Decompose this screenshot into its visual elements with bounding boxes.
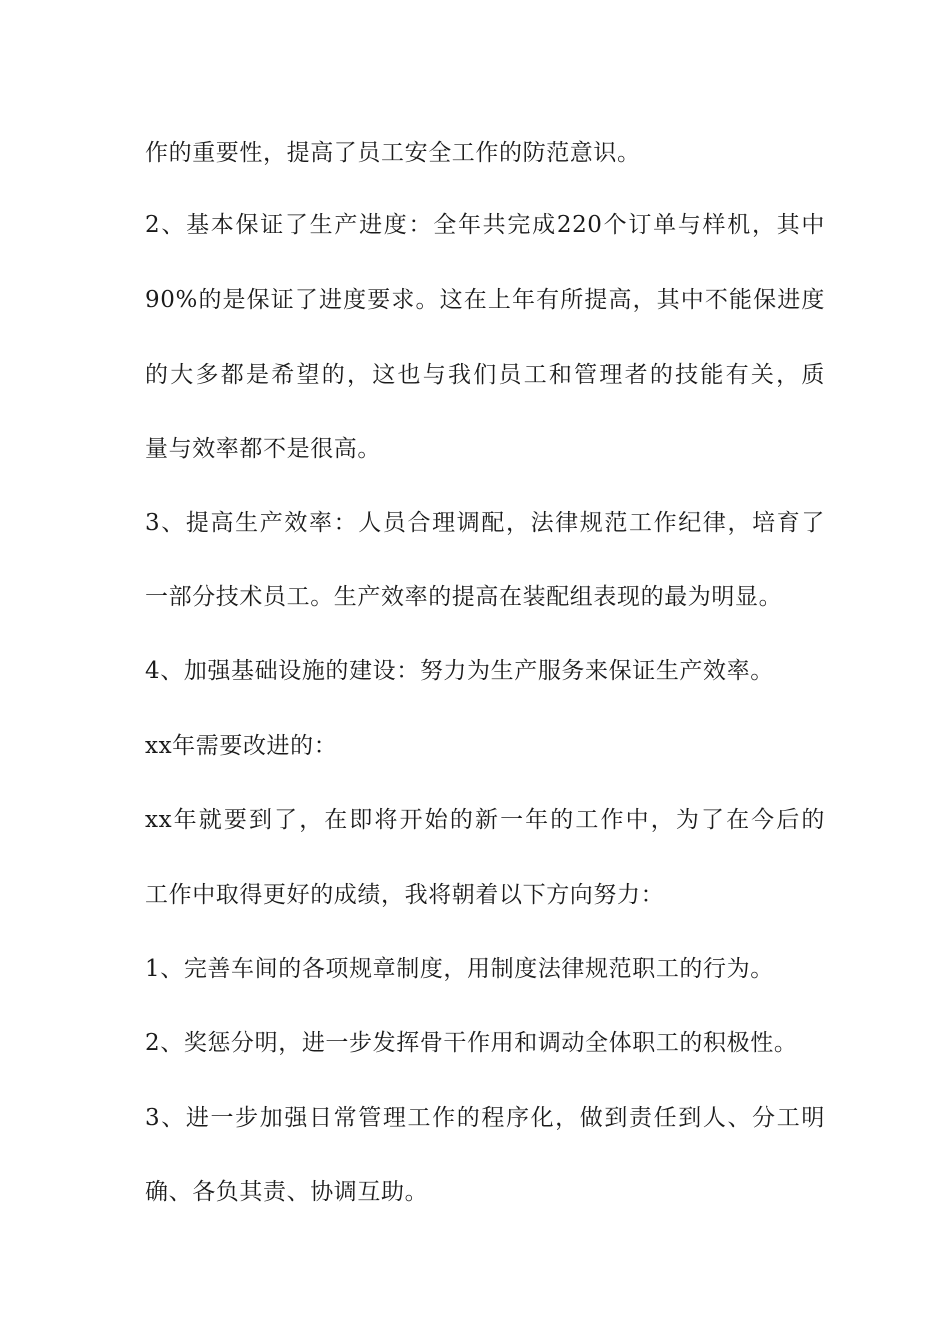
paragraph-line: 的大多都是希望的，这也与我们员工和管理者的技能有关，质 [145,362,825,388]
paragraph-line: 3、提高生产效率：人员合理调配，法律规范工作纪律，培育了 [145,510,825,536]
paragraph-line: 量与效率都不是很高。 [145,436,381,462]
paragraph-line: 90%的是保证了进度要求。这在上年有所提高，其中不能保进度 [145,287,825,313]
paragraph-line: xx年就要到了，在即将开始的新一年的工作中，为了在今后的 [145,807,825,833]
list-item-continuation: 确、各负其责、协调互助。 [145,1179,429,1205]
section-heading: xx年需要改进的： [145,733,338,759]
list-item: 2、奖惩分明，进一步发挥骨干作用和调动全体职工的积极性。 [145,1030,798,1056]
paragraph-line: 工作中取得更好的成绩，我将朝着以下方向努力： [145,882,665,908]
paragraph-line: 作的重要性，提高了员工安全工作的防范意识。 [145,140,641,166]
paragraph-line: 一部分技术员工。生产效率的提高在装配组表现的最为明显。 [145,584,783,610]
paragraph-line: 2、基本保证了生产进度：全年共完成220个订单与样机，其中 [145,212,825,238]
list-item: 1、完善车间的各项规章制度，用制度法律规范职工的行为。 [145,956,774,982]
paragraph-line: 4、加强基础设施的建设：努力为生产服务来保证生产效率。 [145,658,774,684]
list-item: 3、进一步加强日常管理工作的程序化，做到责任到人、分工明 [145,1105,825,1131]
